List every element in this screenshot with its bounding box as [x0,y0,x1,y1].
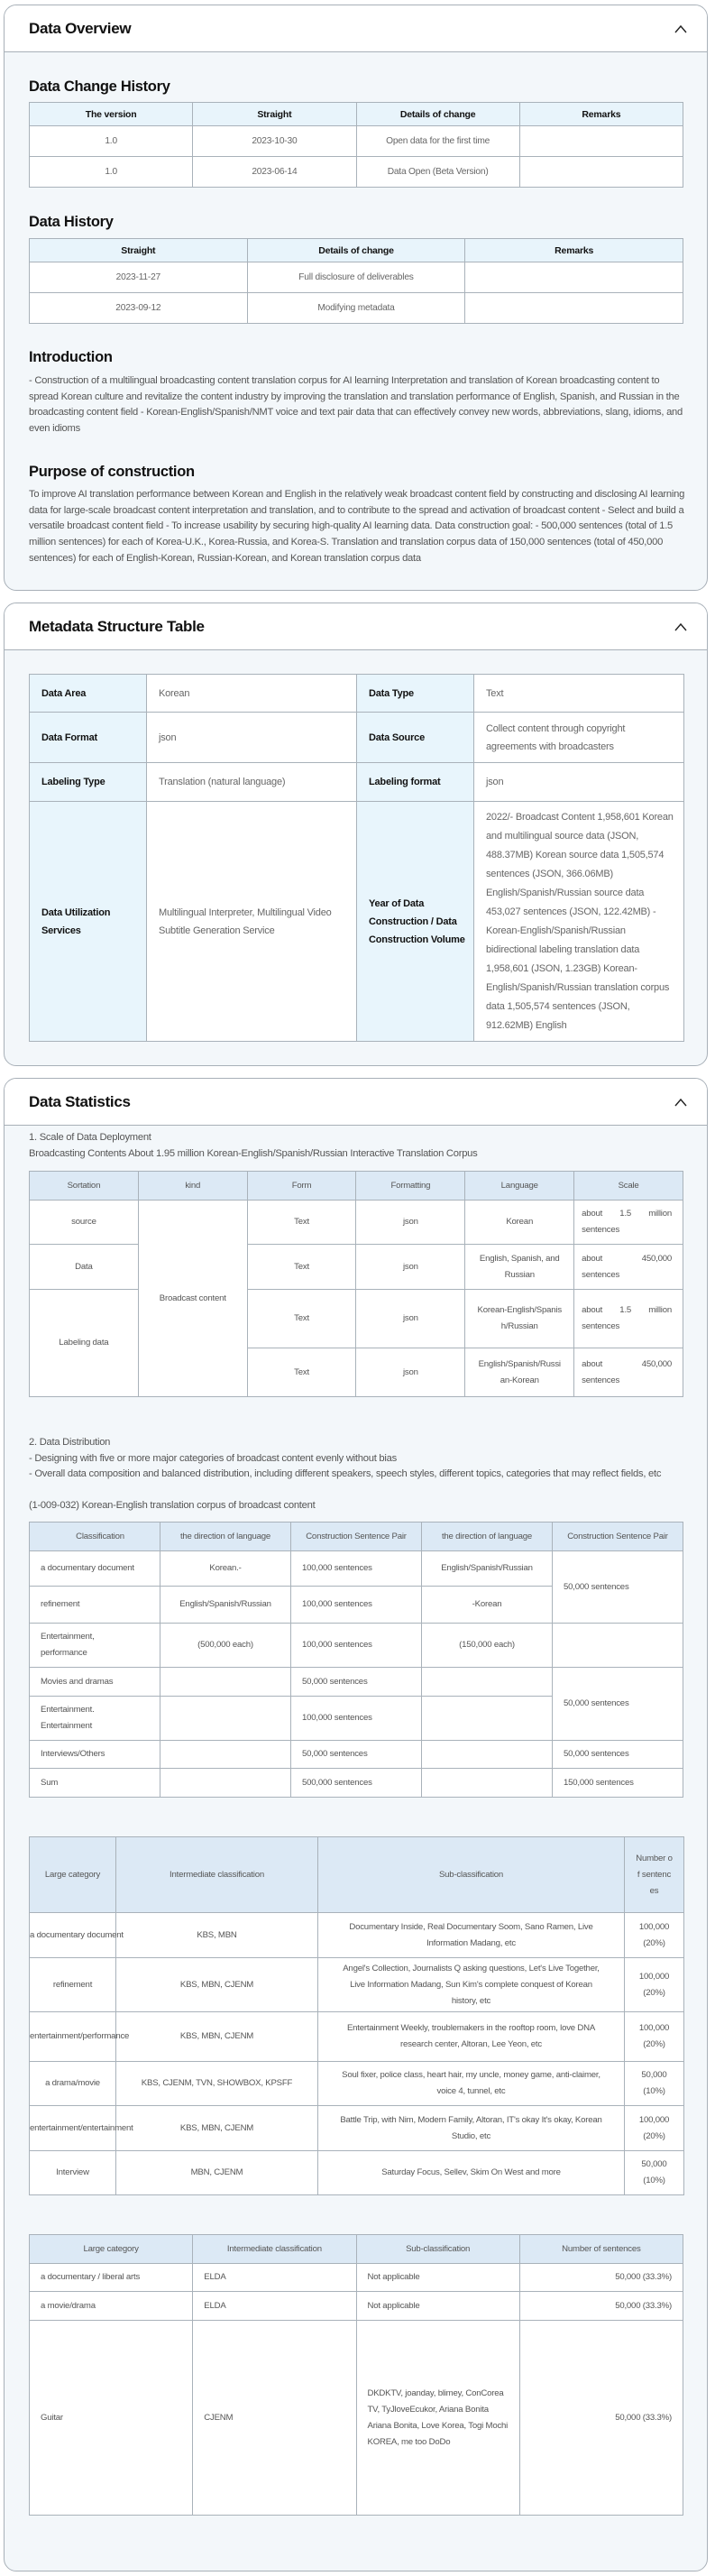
large-category-cell: Guitar [30,2321,193,2516]
column-header: Intermediate classification [116,1837,318,1913]
large-category-cell: entertainment/performance [30,2012,116,2062]
table-row [30,713,684,763]
change-history-title: Data Change History [29,78,170,95]
column-header: Construction Sentence Pair [553,1523,683,1551]
table-header-row [30,1523,683,1551]
sub-classification-cell: Not applicable [356,2292,519,2321]
table-header-row [30,1837,684,1913]
change-cell: Open data for the first time [356,126,519,157]
language-cell: Korean [465,1201,574,1245]
table-header-row [30,1172,683,1201]
distribution-table [29,1522,683,1798]
table-row [30,2062,684,2106]
table-row [30,1624,683,1668]
format-cell: json [356,1348,465,1397]
language-cell: Korean-English/Spanish/Russian [465,1290,574,1348]
change-history-table [29,102,683,188]
sortation-cell: Data [30,1245,139,1290]
table-row [30,262,683,293]
scale-heading: 1. Scale of Data Deployment [29,1132,151,1143]
direction-cell [160,1741,291,1769]
metadata-value: Translation (natural language) [147,763,357,802]
remarks-cell [519,126,683,157]
sub-classification-cell: Angel's Collection, Journalists Q asking questions, Let's Live Together, Live Information Madang, Sun Kim's complete conquest of Korean history, etc [318,1958,625,2012]
form-cell: Text [247,1245,356,1290]
pair-cell: 100,000 sentences [291,1697,422,1741]
direction-cell: English/Spanish/Russian [422,1551,553,1587]
count-cell: 100,000 (20%) [625,1913,684,1958]
intermediate-cell: ELDA [193,2292,356,2321]
table-row [30,2292,683,2321]
data-overview-card [4,5,708,591]
version-cell: 1.0 [30,126,193,157]
pair-cell: 150,000 sentences [553,1769,683,1798]
table-row [30,2012,684,2062]
category-table-2 [29,2234,683,2516]
sub-classification-cell: Documentary Inside, Real Documentary Soom, Sano Ramen, Live Information Madang, etc [318,1913,625,1958]
sub-classification-cell: Entertainment Weekly, troublemakers in the rooftop room, love DNA research center, Altoran, Lee Yeon, etc [318,2012,625,2062]
direction-cell: English/Spanish/Russian [160,1587,291,1624]
metadata-value: Multilingual Interpreter, Multilingual Video Subtitle Generation Service [147,802,357,1042]
sortation-cell: Labeling data [30,1290,139,1397]
classification-cell: Movies and dramas [30,1668,160,1697]
data-history-table [29,238,683,324]
metadata-value: Korean [147,675,357,713]
form-cell: Text [247,1290,356,1348]
column-header: Number of sentences [519,2235,683,2264]
column-header: Straight [193,103,356,126]
table-row [30,1769,683,1798]
table-header-row [30,239,683,262]
scale-cell: about 450,000 sentences [574,1348,683,1397]
large-category-cell: a documentary / liberal arts [30,2264,193,2292]
direction-cell [160,1668,291,1697]
intermediate-cell: KBS, MBN, CJENM [116,2012,318,2062]
table-header-row [30,2235,683,2264]
chevron-up-icon[interactable] [674,621,687,634]
table-row [30,2106,684,2151]
metadata-header[interactable] [5,603,707,650]
chevron-up-icon[interactable] [674,1097,687,1109]
column-header: Construction Sentence Pair [291,1523,422,1551]
table-row [30,1245,683,1290]
count-cell: 50,000 (33.3%) [519,2264,683,2292]
direction-cell [422,1769,553,1798]
column-header: Sub-classification [356,2235,519,2264]
sortation-cell: source [30,1201,139,1245]
chevron-up-icon[interactable] [674,23,687,36]
direction-cell: -Korean [422,1587,553,1624]
column-header: Straight [30,239,248,262]
column-header: the direction of language [422,1523,553,1551]
column-header: Sub-classification [318,1837,625,1913]
classification-cell: Entertainment, performance [30,1624,160,1668]
direction-cell [422,1668,553,1697]
introduction-title: Introduction [29,349,113,365]
purpose-title: Purpose of construction [29,464,195,480]
metadata-card [4,603,708,1066]
direction-cell: Korean.- [160,1551,291,1587]
classification-cell: Entertainment. Entertainment [30,1697,160,1741]
intermediate-cell: KBS, MBN [116,1913,318,1958]
table-header-row [30,103,683,126]
column-header: The version [30,103,193,126]
version-cell: 1.0 [30,157,193,188]
change-cell: Full disclosure of deliverables [247,262,465,293]
pair-cell: 50,000 sentences [553,1668,683,1741]
table-row [30,157,683,188]
metadata-label: Data Utilization Services [30,802,147,1042]
metadata-label: Labeling format [357,763,474,802]
date-cell: 2023-10-30 [193,126,356,157]
large-category-cell: a documentary document [30,1913,116,1958]
distribution-line: - Designing with five or more major categories of broadcast content evenly without bias [29,1453,397,1464]
count-cell: 50,000 (10%) [625,2062,684,2106]
distribution-line: - Overall data composition and balanced distribution, including different speakers, speech styles, different topics, categories that may reflect fields, etc [29,1468,662,1479]
column-header: Remarks [519,103,683,126]
metadata-label: Data Area [30,675,147,713]
column-header: Form [247,1172,356,1201]
form-cell: Text [247,1348,356,1397]
sub-classification-cell: Soul fixer, police class, heart hair, my uncle, money game, anti-claimer, voice 4, tunnel, etc [318,2062,625,2106]
statistics-card [4,1078,708,2571]
remarks-cell [465,262,683,293]
format-cell: json [356,1290,465,1348]
direction-cell [160,1769,291,1798]
pair-cell: 50,000 sentences [291,1741,422,1769]
classification-cell: Sum [30,1769,160,1798]
format-cell: json [356,1245,465,1290]
column-header: Details of change [247,239,465,262]
metadata-label: Data Format [30,713,147,763]
pair-cell: 50,000 sentences [553,1741,683,1769]
intermediate-cell: KBS, MBN, CJENM [116,2106,318,2151]
language-cell: English, Spanish, and Russian [465,1245,574,1290]
table-row [30,2264,683,2292]
distribution-heading: 2. Data Distribution [29,1437,111,1448]
remarks-cell [465,293,683,324]
pair-cell: 50,000 sentences [291,1668,422,1697]
purpose-text: To improve AI translation performance between Korean and English in the relatively weak broadcast content field by constructing and disclosing AI learning data for large-scale broadcast content interpretation and translation, and to contribute to the spread and activation of broadcast content - Select and build a versatile broadcast content field - To increase usability by securing high-quality AI learning data. Data construction goal: - 500,000 sentences (total of 1.5 million sentences) for each of Korea-U.K., Korea-Russia, and Korea-S. Translation and translation corpus data of 150,000 sentences (total of 450,000 sentences) for each of English-Korean, Russian-Korean, and Korean translation corpus data [29,489,685,564]
intermediate-cell: MBN, CJENM [116,2151,318,2195]
intermediate-cell: ELDA [193,2264,356,2292]
count-cell: 100,000 (20%) [625,2106,684,2151]
data-overview-header[interactable] [5,5,707,52]
table-row [30,1290,683,1348]
column-header: kind [138,1172,247,1201]
column-header: Details of change [356,103,519,126]
metadata-value: Collect content through copyright agreements with broadcasters [474,713,684,763]
table-row [30,1741,683,1769]
direction-cell [422,1697,553,1741]
form-cell: Text [247,1201,356,1245]
category-table [29,1836,684,2195]
large-category-cell: Interview [30,2151,116,2195]
column-header: the direction of language [160,1523,291,1551]
table-row [30,1201,683,1245]
language-cell: English/Spanish/Russian-Korean [465,1348,574,1397]
date-cell: 2023-11-27 [30,262,248,293]
classification-cell: a documentary document [30,1551,160,1587]
metadata-value: Text [474,675,684,713]
large-category-cell: a movie/drama [30,2292,193,2321]
pair-cell: 100,000 sentences [291,1551,422,1587]
table-row [30,1913,684,1958]
column-header: Intermediate classification [193,2235,356,2264]
count-cell: 50,000 (10%) [625,2151,684,2195]
large-category-cell: entertainment/entertainment [30,2106,116,2151]
column-header: Number of sentences [625,1837,684,1913]
table-row [30,2151,684,2195]
metadata-label: Data Source [357,713,474,763]
metadata-label: Data Type [357,675,474,713]
table-row [30,763,684,802]
classification-cell: refinement [30,1587,160,1624]
column-header: Scale [574,1172,683,1201]
count-cell: 50,000 (33.3%) [519,2321,683,2516]
distribution-line: (1-009-032) Korean-English translation corpus of broadcast content [29,1500,316,1511]
classification-cell: Interviews/Others [30,1741,160,1769]
metadata-value: json [474,763,684,802]
statistics-header[interactable] [5,1079,707,1126]
change-cell: Modifying metadata [247,293,465,324]
metadata-label: Labeling Type [30,763,147,802]
table-row [30,126,683,157]
column-header: Language [465,1172,574,1201]
pair-cell: 50,000 sentences [553,1551,683,1624]
sub-classification-cell: Battle Trip, with Nim, Modern Family, Altoran, IT's okay It's okay, Korean Studio, etc [318,2106,625,2151]
remarks-cell [519,157,683,188]
data-overview-title: Data Overview [29,20,132,37]
table-row [30,293,683,324]
format-cell: json [356,1201,465,1245]
table-row [30,1551,683,1587]
scale-cell: about 450,000 sentences [574,1245,683,1290]
count-cell: 100,000 (20%) [625,1958,684,2012]
column-header: Sortation [30,1172,139,1201]
metadata-title: Metadata Structure Table [29,618,205,635]
column-header: Formatting [356,1172,465,1201]
scale-cell: about 1.5 million sentences [574,1201,683,1245]
sub-classification-cell: Saturday Focus, Sellev, Skim On West and more [318,2151,625,2195]
column-header: Classification [30,1523,160,1551]
data-history-title: Data History [29,214,114,230]
direction-cell: (150,000 each) [422,1624,553,1668]
introduction-text: - Construction of a multilingual broadcasting content translation corpus for AI learning Interpretation and translation of Korean broadcasting content to spread Korean culture and revitalize the content industry by improving the translation and translation performance of English, Spanish, and Russian in the broadcasting content field - Korean-English/Spanish/NMT voice and text pair data that can effectively convey new words, abbreviations, slang, idioms, and even idioms [29,375,683,435]
direction-cell: (500,000 each) [160,1624,291,1668]
date-cell: 2023-09-12 [30,293,248,324]
metadata-table [29,674,684,1042]
scale-subheading: Broadcasting Contents About 1.95 million Korean-English/Spanish/Russian Interactive Translation Corpus [29,1148,478,1159]
statistics-title: Data Statistics [29,1093,131,1110]
table-row [30,1668,683,1697]
count-cell: 50,000 (33.3%) [519,2292,683,2321]
metadata-label: Year of Data Construction / Data Construction Volume [357,802,474,1042]
scale-table [29,1171,683,1397]
scale-cell: about 1.5 million sentences [574,1290,683,1348]
change-cell: Data Open (Beta Version) [356,157,519,188]
table-row [30,1958,684,2012]
direction-cell [422,1741,553,1769]
column-header: Large category [30,2235,193,2264]
metadata-value: 2022/- Broadcast Content 1,958,601 Korean and multilingual source data (JSON, 488.37MB) Korean source data 1,505,574 sentences (JSON, 366.06MB) English/Spanish/Russian source data 453,027 sentences (JSON, 122.42MB) - Korean-English/Spanish/Russian bidirectional labeling translation data 1,958,601 (JSON, 1.23GB) Korean-English/Spanish/Russian translation corpus data 1,505,574 sentences (JSON, 912.62MB) English [474,802,684,1042]
column-header: Remarks [465,239,683,262]
date-cell: 2023-06-14 [193,157,356,188]
large-category-cell: a drama/movie [30,2062,116,2106]
table-row [30,675,684,713]
large-category-cell: refinement [30,1958,116,2012]
pair-cell: 500,000 sentences [291,1769,422,1798]
direction-cell [160,1697,291,1741]
pair-cell: 100,000 sentences [291,1587,422,1624]
intermediate-cell: KBS, CJENM, TVN, SHOWBOX, KPSFF [116,2062,318,2106]
table-row [30,2321,683,2516]
metadata-value: json [147,713,357,763]
sub-classification-cell: Not applicable [356,2264,519,2292]
pair-cell: 100,000 sentences [291,1624,422,1668]
table-row [30,802,684,1042]
count-cell: 100,000 (20%) [625,2012,684,2062]
intermediate-cell: CJENM [193,2321,356,2516]
intermediate-cell: KBS, MBN, CJENM [116,1958,318,2012]
column-header: Large category [30,1837,116,1913]
pair-cell [553,1624,683,1668]
kind-cell: Broadcast content [138,1201,247,1397]
sub-classification-cell: DKDKTV, joanday, blimey, ConCorea TV, TyJloveEcukor, Ariana Bonita Ariana Bonita, Love Korea, Togi Mochi KOREA, me too DoDo [356,2321,519,2516]
